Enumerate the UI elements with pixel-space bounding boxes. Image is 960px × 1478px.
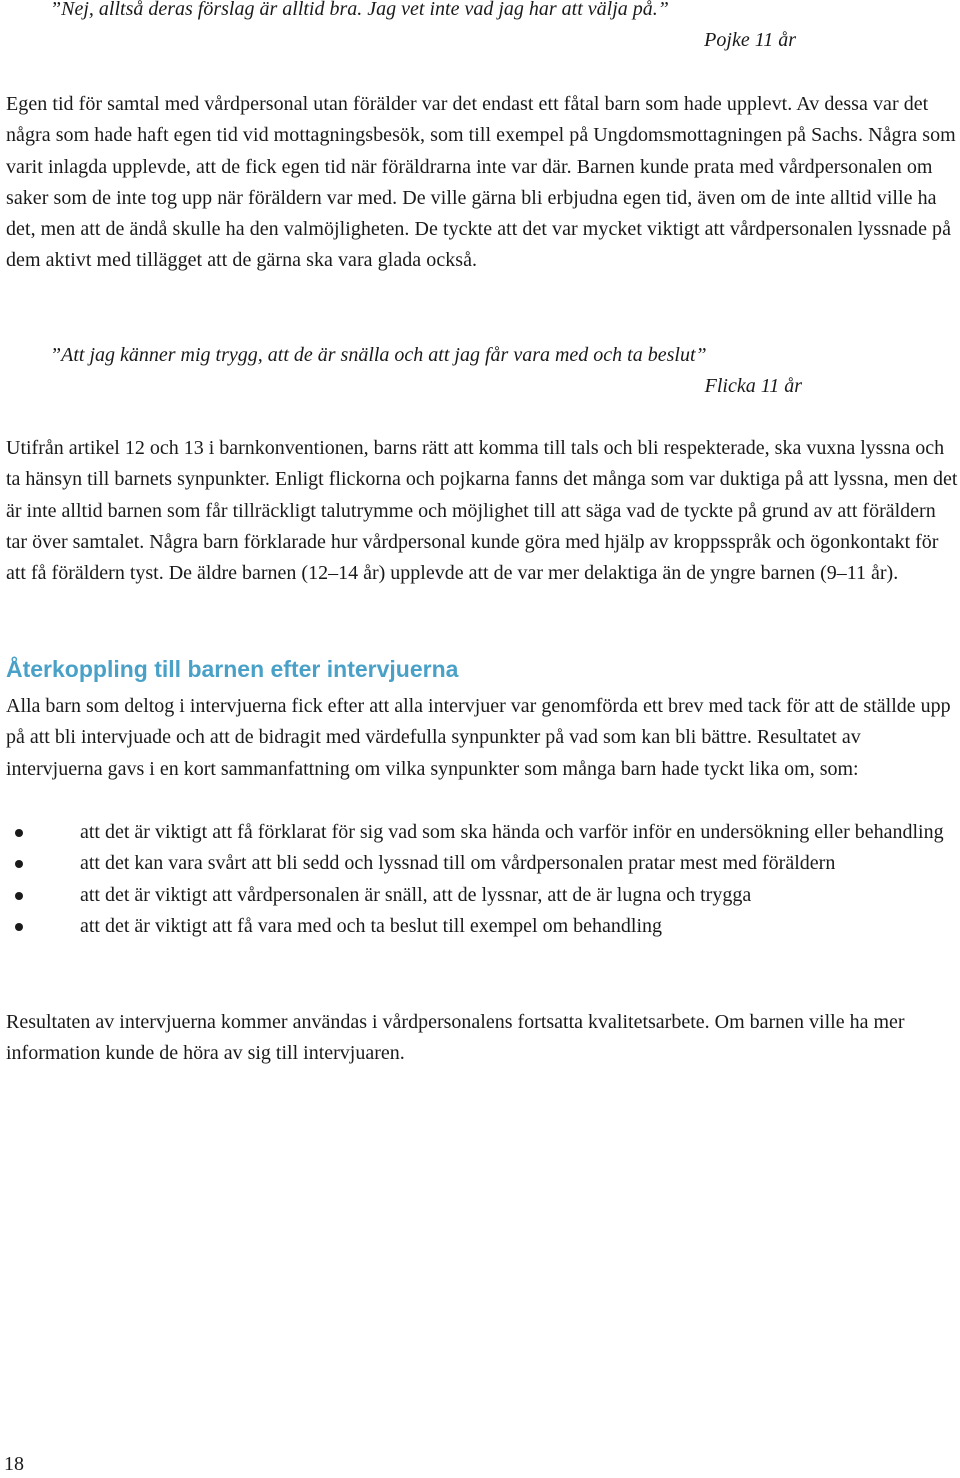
quote-attribution: Pojke 11 år — [704, 29, 796, 52]
list-item — [6, 880, 960, 911]
quote-text: ”Nej, alltså deras förslag är alltid bra. Jag vet inte vad jag har att välja på.” — [50, 0, 669, 20]
bullet-list — [6, 817, 960, 942]
list-item — [6, 911, 960, 942]
list-item-text: att det kan vara svårt att bli sedd och lyssnad till om vårdpersonalen pratar mest med föräldern — [80, 852, 836, 875]
page-number: 18 — [4, 1453, 24, 1475]
list-item-text: att det är viktigt att få förklarat för sig vad som ska hända och varför inför en undersökning eller behandling — [80, 821, 944, 843]
list-item — [6, 848, 960, 879]
paragraph-closing: Resultaten av intervjuerna kommer användas i vårdpersonalens fortsatta kvalitetsarbete. Om barnen ville ha mer information kunde de höra av sig till intervjuaren. — [6, 1011, 905, 1065]
bullet-icon — [15, 892, 23, 900]
paragraph-feedback: Alla barn som deltog i intervjuerna fick efter att alla intervjuer var genomförda ett brev med tack för att de ställde upp på att bli intervjuade och att de bidragit med värdefulla synpunkter på vad som kan bli bättre. Resultatet av intervjuerna gavs i en kort sammanfattning om vilka synpunkter som många barn hade tyckt lika om, som: — [6, 695, 951, 780]
bullet-icon — [15, 829, 23, 837]
list-item-text: att det är viktigt att få vara med och ta beslut till exempel om behandling — [80, 914, 663, 937]
quote-text: ”Att jag känner mig trygg, att de är snälla och att jag får vara med och ta beslut” — [50, 344, 707, 366]
paragraph-convention: Utifrån artikel 12 och 13 i barnkonventionen, barns rätt att komma till tals och bli respekterade, ska vuxna lyssna och ta hänsyn till barnets synpunkter. Enligt flickorna och pojkarna fanns det många som var duktiga på att lyssna, men det är inte alltid barnen som får tillräckligt talutrymme och möjlighet till att säga vad de tyckte på grund av att föräldern tar över samtalet. Några barn förklarade hur vårdpersonal kunde göra med hjälp av kroppsspråk och ögonkontakt för att få föräldern tyst. De äldre barnen (12–14 år) upplevde att de var mer delaktiga än de yngre barnen (9–11 år). — [6, 437, 958, 585]
list-item-text: att det är viktigt att vårdpersonalen är snäll, att de lyssnar, att de är lugna och trygga — [80, 883, 752, 906]
quote-girl — [50, 340, 802, 403]
list-item — [6, 817, 960, 848]
quote-attribution: Flicka 11 år — [704, 375, 802, 398]
bullet-icon — [15, 923, 23, 931]
quote-boy — [50, 0, 796, 57]
paragraph-own-time: Egen tid för samtal med vårdpersonal utan förälder var det endast ett fåtal barn som hade upplevt. Av dessa var det några som hade haft egen tid vid mottagningsbesök, som till exempel på Ungdomsmottagningen på Sachs. Några som varit inlagda upplevde, att de fick egen tid när föräldrarna inte var där. Barnen kunde prata med vårdpersonalen om saker som de inte tog upp när föräldern var med. De ville gärna bli erbjudna egen tid, även om de inte alltid ville ha det, men att de ändå skulle ha den valmöjligheten. De tyckte att det var mycket viktigt att vårdpersonalen lyssnade på dem aktivt med tillägget att de gärna ska vara glada också. — [6, 93, 956, 272]
section-heading: Återkoppling till barnen efter intervjuerna — [6, 656, 459, 682]
bullet-icon — [15, 860, 23, 868]
